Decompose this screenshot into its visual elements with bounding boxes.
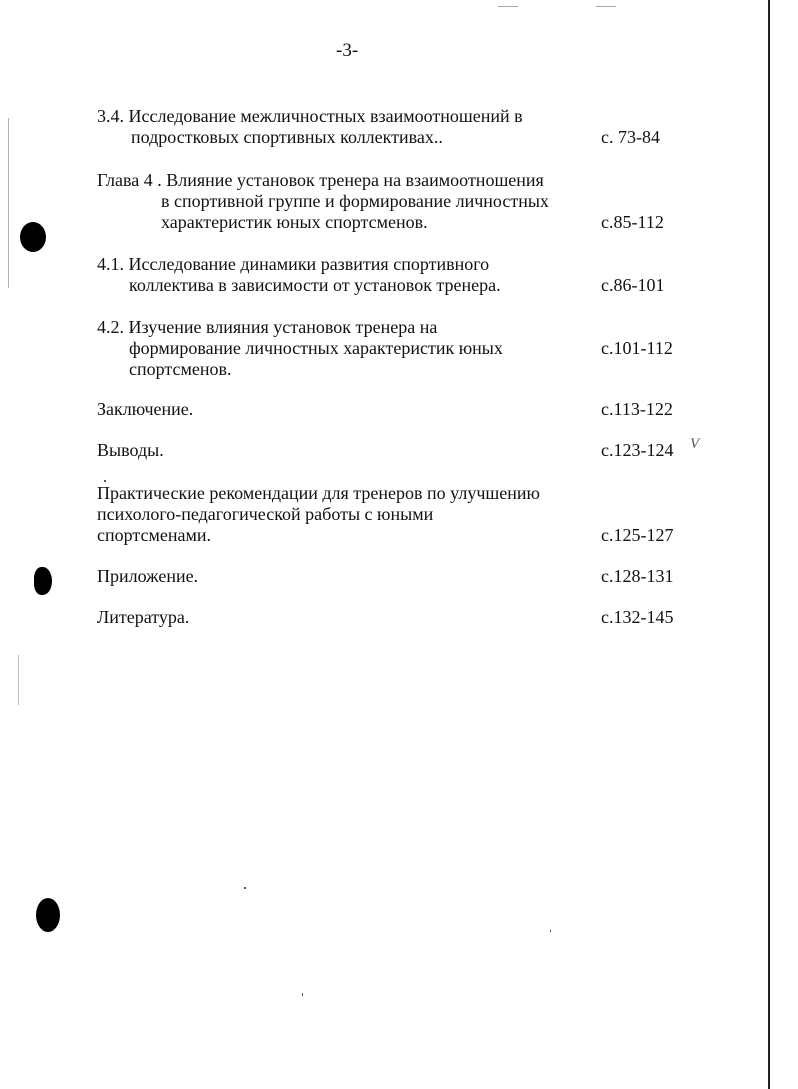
- toc-entry-line: Глава 4 . Влияние установок тренера на взаимоотношения: [97, 170, 544, 190]
- toc-entry-line: коллектива в зависимости от установок тренера.: [129, 275, 501, 295]
- toc-entry-line: формирование личностных характеристик юных: [129, 338, 503, 358]
- scan-speck: [498, 6, 518, 7]
- toc-entry-page: с.101-112: [601, 338, 673, 358]
- toc-entry-title: [97, 440, 597, 461]
- page-number: -3-: [336, 40, 359, 61]
- toc-entry-title: [97, 254, 597, 296]
- toc-entry-title: [97, 170, 597, 233]
- toc-entry-line: спортсменами.: [97, 525, 211, 545]
- toc-entry-line: Приложение.: [97, 566, 199, 586]
- toc-entry-title: [97, 106, 597, 148]
- scan-speck: [550, 930, 551, 932]
- left-page-edge: [8, 118, 9, 288]
- scan-speck: [104, 480, 106, 482]
- toc-entry-line: характеристик юных спортсменов.: [161, 212, 428, 232]
- toc-entry-line: Выводы.: [97, 440, 164, 460]
- toc-entry-title: [97, 607, 597, 628]
- punch-hole-bottom: [36, 898, 60, 932]
- toc-entry-line: в спортивной группе и формирование личностных: [161, 191, 549, 211]
- scan-speck: [244, 887, 246, 889]
- toc-entry-page: с.132-145: [601, 607, 674, 627]
- toc-entry-page: с.113-122: [601, 399, 673, 419]
- punch-hole-middle: [34, 567, 52, 595]
- toc-entry-line: Заключение.: [97, 399, 194, 419]
- toc-entry-page: с.128-131: [601, 566, 674, 586]
- left-page-edge-fragment: [18, 655, 19, 705]
- margin-check-mark: V: [690, 436, 700, 452]
- toc-entry-line: спортсменов.: [129, 359, 232, 379]
- toc-entry-title: [97, 317, 597, 380]
- right-page-edge: [768, 0, 770, 1089]
- toc-entry-page: с.86-101: [601, 275, 665, 295]
- toc-entry-line: Практические рекомендации для тренеров по улучшению: [97, 483, 540, 503]
- scan-speck: [596, 6, 616, 7]
- toc-entry-line: Литература.: [97, 607, 190, 627]
- scan-speck: [302, 993, 303, 996]
- toc-entry-title: [97, 566, 597, 587]
- toc-entry-title: [97, 483, 597, 546]
- toc-entry-page: с.123-124: [601, 440, 674, 460]
- toc-entry-page: с. 73-84: [601, 127, 660, 147]
- toc-entry-line: 3.4. Исследование межличностных взаимоотношений в: [97, 106, 523, 126]
- toc-entry-title: [97, 399, 597, 420]
- toc-entry-line: подростковых спортивных коллективах..: [131, 127, 443, 147]
- toc-entry-line: психолого-педагогической работы с юными: [97, 504, 434, 524]
- toc-entry-line: 4.1. Исследование динамики развития спортивного: [97, 254, 490, 274]
- toc-entry-line: 4.2. Изучение влияния установок тренера на: [97, 317, 438, 337]
- toc-entry-page: с.125-127: [601, 525, 674, 545]
- punch-hole-top: [20, 222, 46, 252]
- toc-entry-page: с.85-112: [601, 212, 664, 232]
